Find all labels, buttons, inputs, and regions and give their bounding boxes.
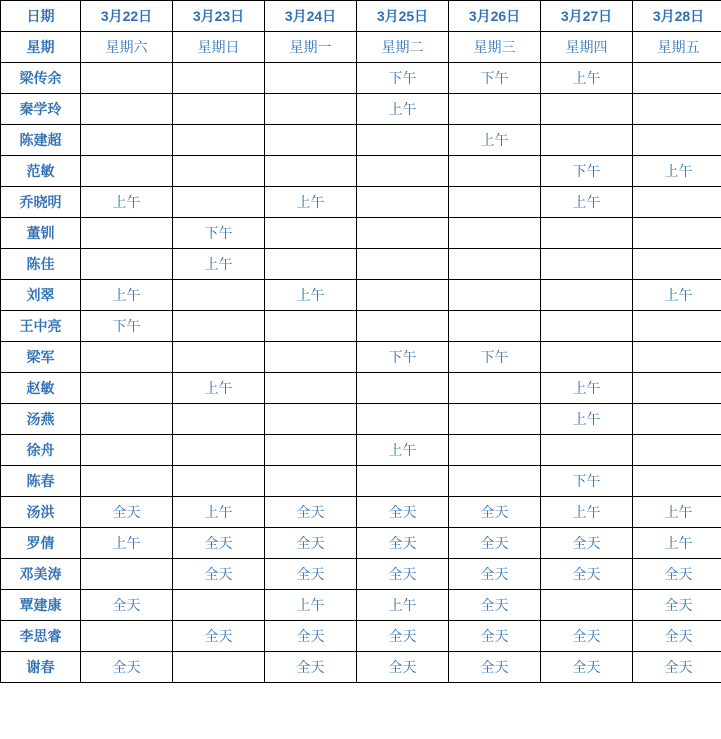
row-cell xyxy=(265,156,357,187)
row-cell: 全天 xyxy=(449,621,541,652)
table-row xyxy=(1,280,721,311)
row-cell xyxy=(81,249,173,280)
row-cell xyxy=(541,590,633,621)
row-name: 范敏 xyxy=(1,156,81,187)
table-row xyxy=(1,559,721,590)
row-name: 邓美涛 xyxy=(1,559,81,590)
row-name: 陈建超 xyxy=(1,125,81,156)
row-cell: 全天 xyxy=(265,559,357,590)
row-cell xyxy=(173,466,265,497)
row-cell xyxy=(449,311,541,342)
row-cell xyxy=(173,311,265,342)
row-cell: 全天 xyxy=(357,559,449,590)
table-row xyxy=(1,373,721,404)
row-cell: 全天 xyxy=(173,559,265,590)
row-cell: 上午 xyxy=(357,94,449,125)
table-row xyxy=(1,528,721,559)
row-cell xyxy=(81,466,173,497)
row-cell xyxy=(357,125,449,156)
table-row xyxy=(1,94,721,125)
row-cell xyxy=(633,187,721,218)
table-row xyxy=(1,621,721,652)
row-cell: 全天 xyxy=(357,652,449,683)
row-cell: 全天 xyxy=(633,621,721,652)
row-cell: 全天 xyxy=(449,559,541,590)
row-cell xyxy=(357,156,449,187)
row-cell: 下午 xyxy=(357,63,449,94)
row-cell xyxy=(449,435,541,466)
row-cell xyxy=(633,125,721,156)
row-cell: 全天 xyxy=(541,559,633,590)
row-cell: 下午 xyxy=(449,63,541,94)
row-cell xyxy=(81,156,173,187)
row-cell xyxy=(357,249,449,280)
row-cell xyxy=(81,342,173,373)
row-cell xyxy=(541,342,633,373)
header-date-2: 3月24日 xyxy=(265,1,357,32)
row-cell: 上午 xyxy=(81,187,173,218)
row-cell xyxy=(265,249,357,280)
row-cell: 上午 xyxy=(633,280,721,311)
row-cell: 下午 xyxy=(541,466,633,497)
row-cell xyxy=(265,125,357,156)
row-cell: 上午 xyxy=(173,373,265,404)
row-cell xyxy=(541,249,633,280)
row-cell xyxy=(449,218,541,249)
row-cell: 全天 xyxy=(265,652,357,683)
table-row xyxy=(1,63,721,94)
row-cell: 上午 xyxy=(173,249,265,280)
row-cell: 全天 xyxy=(633,590,721,621)
row-cell xyxy=(265,94,357,125)
row-cell: 上午 xyxy=(633,528,721,559)
row-cell xyxy=(173,435,265,466)
row-cell: 上午 xyxy=(81,280,173,311)
row-cell xyxy=(633,311,721,342)
row-cell: 上午 xyxy=(541,373,633,404)
row-name: 刘翠 xyxy=(1,280,81,311)
row-cell: 上午 xyxy=(81,528,173,559)
row-name: 陈春 xyxy=(1,466,81,497)
table-row xyxy=(1,218,721,249)
row-cell: 全天 xyxy=(265,497,357,528)
table-header-row xyxy=(1,1,721,32)
header-weekday-label: 星期 xyxy=(1,32,81,63)
row-cell: 上午 xyxy=(173,497,265,528)
row-name: 徐舟 xyxy=(1,435,81,466)
table-row xyxy=(1,404,721,435)
row-cell xyxy=(541,218,633,249)
row-cell: 全天 xyxy=(81,590,173,621)
row-cell: 上午 xyxy=(449,125,541,156)
row-cell: 下午 xyxy=(173,218,265,249)
table-row xyxy=(1,497,721,528)
row-cell: 下午 xyxy=(449,342,541,373)
row-cell: 上午 xyxy=(265,187,357,218)
row-cell: 上午 xyxy=(541,497,633,528)
header-date-6: 3月28日 xyxy=(633,1,721,32)
row-cell xyxy=(633,249,721,280)
row-cell xyxy=(357,466,449,497)
row-cell: 上午 xyxy=(357,435,449,466)
row-cell: 全天 xyxy=(357,528,449,559)
row-cell xyxy=(357,218,449,249)
row-cell xyxy=(81,435,173,466)
row-cell: 全天 xyxy=(265,621,357,652)
row-cell xyxy=(633,94,721,125)
row-cell: 上午 xyxy=(633,497,721,528)
row-cell xyxy=(357,187,449,218)
table-row xyxy=(1,652,721,683)
row-cell: 全天 xyxy=(357,621,449,652)
row-cell xyxy=(541,311,633,342)
row-cell xyxy=(357,404,449,435)
row-name: 李思睿 xyxy=(1,621,81,652)
schedule-table-body xyxy=(1,1,721,683)
row-cell xyxy=(541,125,633,156)
row-cell xyxy=(633,466,721,497)
row-cell xyxy=(173,63,265,94)
row-cell xyxy=(541,435,633,466)
table-row xyxy=(1,125,721,156)
row-cell: 上午 xyxy=(541,63,633,94)
row-cell: 上午 xyxy=(633,156,721,187)
row-cell xyxy=(173,187,265,218)
row-cell: 全天 xyxy=(633,652,721,683)
row-cell: 全天 xyxy=(541,621,633,652)
row-name: 梁传余 xyxy=(1,63,81,94)
header-date-4: 3月26日 xyxy=(449,1,541,32)
row-cell: 全天 xyxy=(265,528,357,559)
row-cell xyxy=(449,249,541,280)
row-cell xyxy=(265,311,357,342)
row-cell: 全天 xyxy=(449,497,541,528)
row-cell: 全天 xyxy=(541,528,633,559)
row-cell xyxy=(173,404,265,435)
row-cell xyxy=(449,156,541,187)
table-row xyxy=(1,156,721,187)
row-cell xyxy=(173,342,265,373)
weekday-5: 星期四 xyxy=(541,32,633,63)
row-cell xyxy=(633,63,721,94)
row-cell xyxy=(173,590,265,621)
row-name: 王中亮 xyxy=(1,311,81,342)
row-cell: 下午 xyxy=(541,156,633,187)
row-name: 谢春 xyxy=(1,652,81,683)
row-cell xyxy=(265,466,357,497)
weekday-4: 星期三 xyxy=(449,32,541,63)
row-name: 董钏 xyxy=(1,218,81,249)
row-cell xyxy=(265,373,357,404)
weekday-1: 星期日 xyxy=(173,32,265,63)
row-name: 梁军 xyxy=(1,342,81,373)
row-cell: 上午 xyxy=(265,590,357,621)
row-cell: 上午 xyxy=(357,590,449,621)
row-cell xyxy=(173,125,265,156)
table-row xyxy=(1,311,721,342)
row-cell: 下午 xyxy=(357,342,449,373)
row-cell xyxy=(449,373,541,404)
header-date-label: 日期 xyxy=(1,1,81,32)
row-cell xyxy=(173,94,265,125)
row-cell xyxy=(81,621,173,652)
header-date-1: 3月23日 xyxy=(173,1,265,32)
table-row xyxy=(1,590,721,621)
row-cell xyxy=(265,404,357,435)
row-name: 汤燕 xyxy=(1,404,81,435)
table-row xyxy=(1,249,721,280)
row-cell xyxy=(633,373,721,404)
row-cell xyxy=(265,63,357,94)
row-name: 秦学玲 xyxy=(1,94,81,125)
row-cell: 全天 xyxy=(173,528,265,559)
row-cell xyxy=(173,156,265,187)
row-name: 汤洪 xyxy=(1,497,81,528)
weekday-3: 星期二 xyxy=(357,32,449,63)
row-cell xyxy=(541,280,633,311)
row-cell xyxy=(449,404,541,435)
table-row xyxy=(1,187,721,218)
table-row xyxy=(1,435,721,466)
row-name: 覃建康 xyxy=(1,590,81,621)
row-cell xyxy=(81,94,173,125)
weekday-0: 星期六 xyxy=(81,32,173,63)
row-cell: 下午 xyxy=(81,311,173,342)
row-cell: 全天 xyxy=(449,528,541,559)
row-cell xyxy=(633,404,721,435)
table-row xyxy=(1,466,721,497)
row-cell xyxy=(449,94,541,125)
row-name: 乔晓明 xyxy=(1,187,81,218)
row-cell xyxy=(173,280,265,311)
header-date-3: 3月25日 xyxy=(357,1,449,32)
row-cell: 全天 xyxy=(633,559,721,590)
row-cell: 全天 xyxy=(541,652,633,683)
row-cell: 全天 xyxy=(81,652,173,683)
row-cell xyxy=(265,218,357,249)
row-cell xyxy=(265,435,357,466)
row-name: 赵敏 xyxy=(1,373,81,404)
row-cell xyxy=(449,187,541,218)
row-cell xyxy=(357,311,449,342)
row-cell xyxy=(265,342,357,373)
row-cell: 全天 xyxy=(81,497,173,528)
row-cell xyxy=(449,280,541,311)
row-cell: 上午 xyxy=(265,280,357,311)
header-date-0: 3月22日 xyxy=(81,1,173,32)
row-cell: 上午 xyxy=(541,404,633,435)
row-cell xyxy=(81,125,173,156)
row-cell: 全天 xyxy=(449,590,541,621)
row-cell xyxy=(541,94,633,125)
row-cell xyxy=(81,404,173,435)
row-cell xyxy=(81,559,173,590)
row-cell: 上午 xyxy=(541,187,633,218)
row-cell: 全天 xyxy=(449,652,541,683)
row-cell xyxy=(81,63,173,94)
row-cell xyxy=(449,466,541,497)
row-name: 陈佳 xyxy=(1,249,81,280)
row-cell xyxy=(81,218,173,249)
header-date-5: 3月27日 xyxy=(541,1,633,32)
row-cell xyxy=(357,373,449,404)
row-cell xyxy=(633,342,721,373)
weekday-6: 星期五 xyxy=(633,32,721,63)
row-cell: 全天 xyxy=(173,621,265,652)
row-cell xyxy=(357,280,449,311)
row-cell: 全天 xyxy=(357,497,449,528)
row-cell xyxy=(173,652,265,683)
row-cell xyxy=(633,218,721,249)
row-cell xyxy=(633,435,721,466)
row-name: 罗倩 xyxy=(1,528,81,559)
row-cell xyxy=(81,373,173,404)
weekday-2: 星期一 xyxy=(265,32,357,63)
table-row xyxy=(1,342,721,373)
table-weekday-row xyxy=(1,32,721,63)
